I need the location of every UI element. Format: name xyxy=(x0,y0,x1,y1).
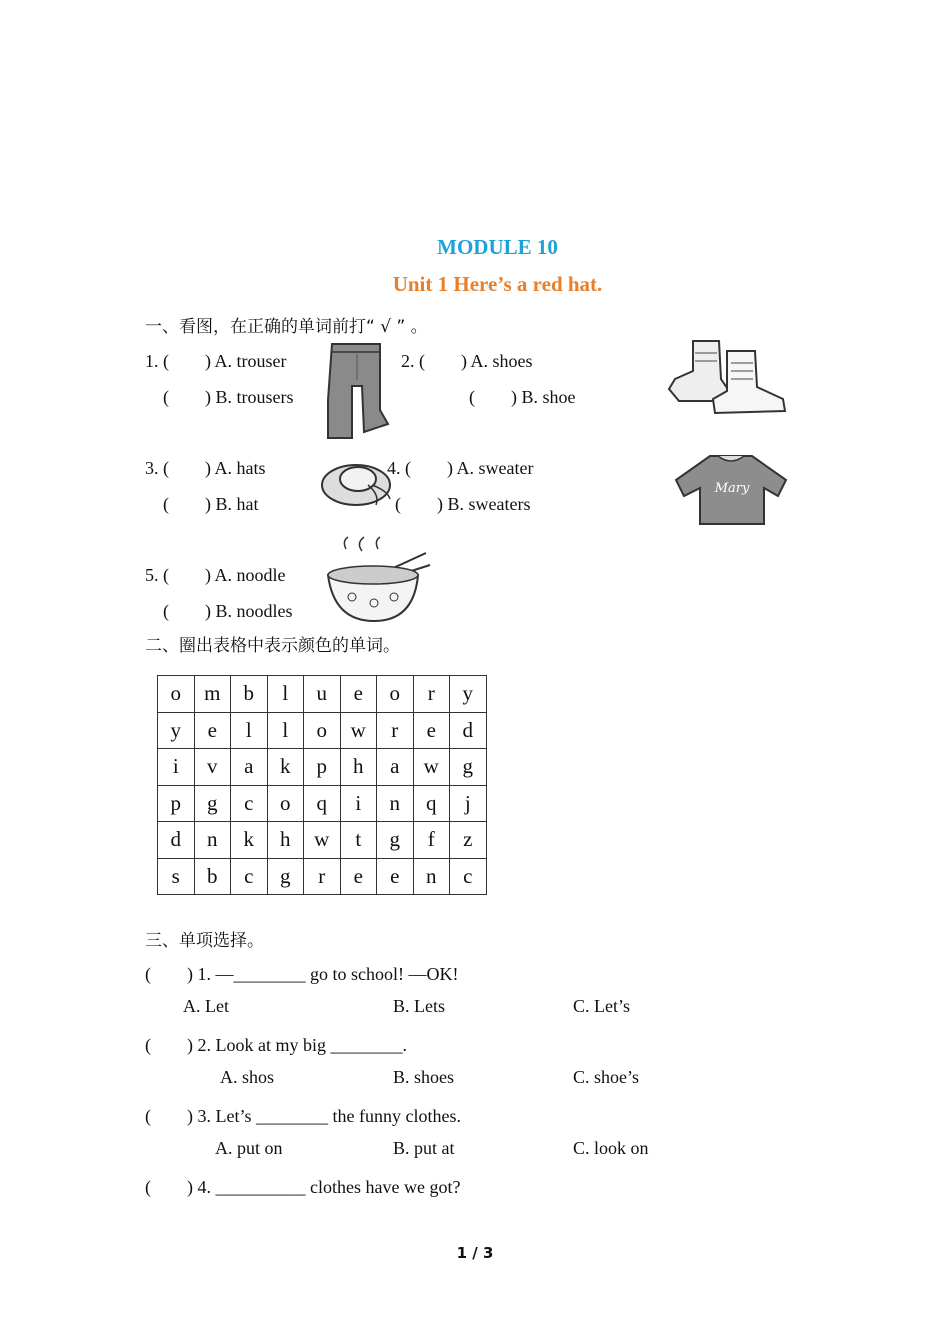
grid-cell[interactable]: b xyxy=(194,858,231,895)
grid-cell[interactable]: c xyxy=(231,858,268,895)
grid-cell[interactable]: l xyxy=(267,676,304,713)
mc-q1-option-b: B. Lets xyxy=(393,996,445,1016)
grid-cell[interactable]: v xyxy=(194,749,231,786)
q2-option-b: ( ) B. shoe xyxy=(469,387,576,407)
grid-cell[interactable]: i xyxy=(340,785,377,822)
trousers-picture xyxy=(320,340,392,442)
grid-cell[interactable]: o xyxy=(267,785,304,822)
grid-cell[interactable]: g xyxy=(194,785,231,822)
grid-cell[interactable]: o xyxy=(377,676,414,713)
section1-heading: 一、看图，在正确的单词前打“ √ ” 。 xyxy=(145,317,428,337)
mc-q2-option-c: C. shoe’s xyxy=(573,1067,640,1087)
grid-cell[interactable]: w xyxy=(304,822,341,859)
mc-question-2: ( ) 2. Look at my big ________. xyxy=(145,1035,407,1055)
grid-row xyxy=(158,712,487,749)
mc-q3-option-a: A. put on xyxy=(215,1138,283,1158)
word-search-grid xyxy=(157,675,487,895)
grid-cell[interactable]: k xyxy=(267,749,304,786)
grid-cell[interactable]: p xyxy=(304,749,341,786)
grid-cell[interactable]: q xyxy=(413,785,450,822)
grid-cell[interactable]: e xyxy=(413,712,450,749)
grid-cell[interactable]: n xyxy=(377,785,414,822)
grid-row xyxy=(158,676,487,713)
grid-cell[interactable]: r xyxy=(413,676,450,713)
grid-cell[interactable]: o xyxy=(158,676,195,713)
grid-cell[interactable]: r xyxy=(377,712,414,749)
mc-q2-option-b: B. shoes xyxy=(393,1067,455,1087)
grid-cell[interactable]: k xyxy=(231,822,268,859)
grid-cell[interactable]: w xyxy=(413,749,450,786)
q4-option-a: 4. ( ) A. sweater xyxy=(387,458,534,478)
grid-cell[interactable]: n xyxy=(413,858,450,895)
grid-row xyxy=(158,785,487,822)
mc-q3-option-c: C. look on xyxy=(573,1138,649,1158)
grid-cell[interactable]: o xyxy=(304,712,341,749)
q3-option-b: ( ) B. hat xyxy=(163,494,259,514)
section2-heading: 二、圈出表格中表示颜色的单词。 xyxy=(145,636,400,656)
hat-picture xyxy=(318,455,398,510)
grid-cell[interactable]: j xyxy=(450,785,487,822)
module-title: MODULE 10 xyxy=(437,235,558,259)
grid-cell[interactable]: e xyxy=(194,712,231,749)
q3-option-a: 3. ( ) A. hats xyxy=(145,458,266,478)
grid-cell[interactable]: y xyxy=(450,676,487,713)
section3-heading: 三、单项选择。 xyxy=(145,931,264,951)
grid-cell[interactable]: m xyxy=(194,676,231,713)
grid-cell[interactable]: g xyxy=(450,749,487,786)
mc-q2-option-a: A. shos xyxy=(220,1067,275,1087)
mc-q1-option-c: C. Let’s xyxy=(573,996,630,1016)
grid-cell[interactable]: p xyxy=(158,785,195,822)
grid-cell[interactable]: b xyxy=(231,676,268,713)
grid-cell[interactable]: c xyxy=(231,785,268,822)
grid-cell[interactable]: f xyxy=(413,822,450,859)
q1-option-b: ( ) B. trousers xyxy=(163,387,294,407)
mc-q1-option-a: A. Let xyxy=(183,996,229,1016)
q5-option-a: 5. ( ) A. noodle xyxy=(145,565,286,585)
grid-cell[interactable]: e xyxy=(377,858,414,895)
sweater-name-label: Mary xyxy=(714,481,750,496)
q5-option-b: ( ) B. noodles xyxy=(163,601,293,621)
grid-cell[interactable]: r xyxy=(304,858,341,895)
mc-question-3: ( ) 3. Let’s ________ the funny clothes. xyxy=(145,1106,461,1126)
grid-cell[interactable]: c xyxy=(450,858,487,895)
page-number: 1 / 3 xyxy=(456,1244,494,1262)
grid-cell[interactable]: i xyxy=(158,749,195,786)
noodle-bowl-picture xyxy=(322,535,432,625)
grid-cell[interactable]: w xyxy=(340,712,377,749)
grid-cell[interactable]: y xyxy=(158,712,195,749)
grid-cell[interactable]: u xyxy=(304,676,341,713)
grid-cell[interactable]: h xyxy=(267,822,304,859)
grid-cell[interactable]: h xyxy=(340,749,377,786)
grid-row xyxy=(158,858,487,895)
grid-row xyxy=(158,822,487,859)
grid-cell[interactable]: n xyxy=(194,822,231,859)
grid-cell[interactable]: q xyxy=(304,785,341,822)
grid-cell[interactable]: z xyxy=(450,822,487,859)
grid-cell[interactable]: a xyxy=(231,749,268,786)
unit-title: Unit 1 Here’s a red hat. xyxy=(392,272,603,296)
grid-cell[interactable]: g xyxy=(267,858,304,895)
grid-cell[interactable]: t xyxy=(340,822,377,859)
grid-cell[interactable]: d xyxy=(158,822,195,859)
grid-cell[interactable]: a xyxy=(377,749,414,786)
grid-cell[interactable]: e xyxy=(340,676,377,713)
mc-question-1: ( ) 1. —________ go to school! —OK! xyxy=(145,964,459,984)
q1-option-a: 1. ( ) A. trouser xyxy=(145,351,287,371)
grid-cell[interactable]: l xyxy=(267,712,304,749)
sweater-picture xyxy=(670,450,792,528)
q4-option-b: ( ) B. sweaters xyxy=(395,494,531,514)
grid-cell[interactable]: l xyxy=(231,712,268,749)
grid-row xyxy=(158,749,487,786)
mc-q3-option-b: B. put at xyxy=(393,1138,455,1158)
q2-option-a: 2. ( ) A. shoes xyxy=(401,351,533,371)
grid-cell[interactable]: g xyxy=(377,822,414,859)
grid-cell[interactable]: d xyxy=(450,712,487,749)
mc-question-4: ( ) 4. __________ clothes have we got? xyxy=(145,1177,461,1197)
grid-cell[interactable]: s xyxy=(158,858,195,895)
boots-picture xyxy=(665,335,790,420)
grid-cell[interactable]: e xyxy=(340,858,377,895)
